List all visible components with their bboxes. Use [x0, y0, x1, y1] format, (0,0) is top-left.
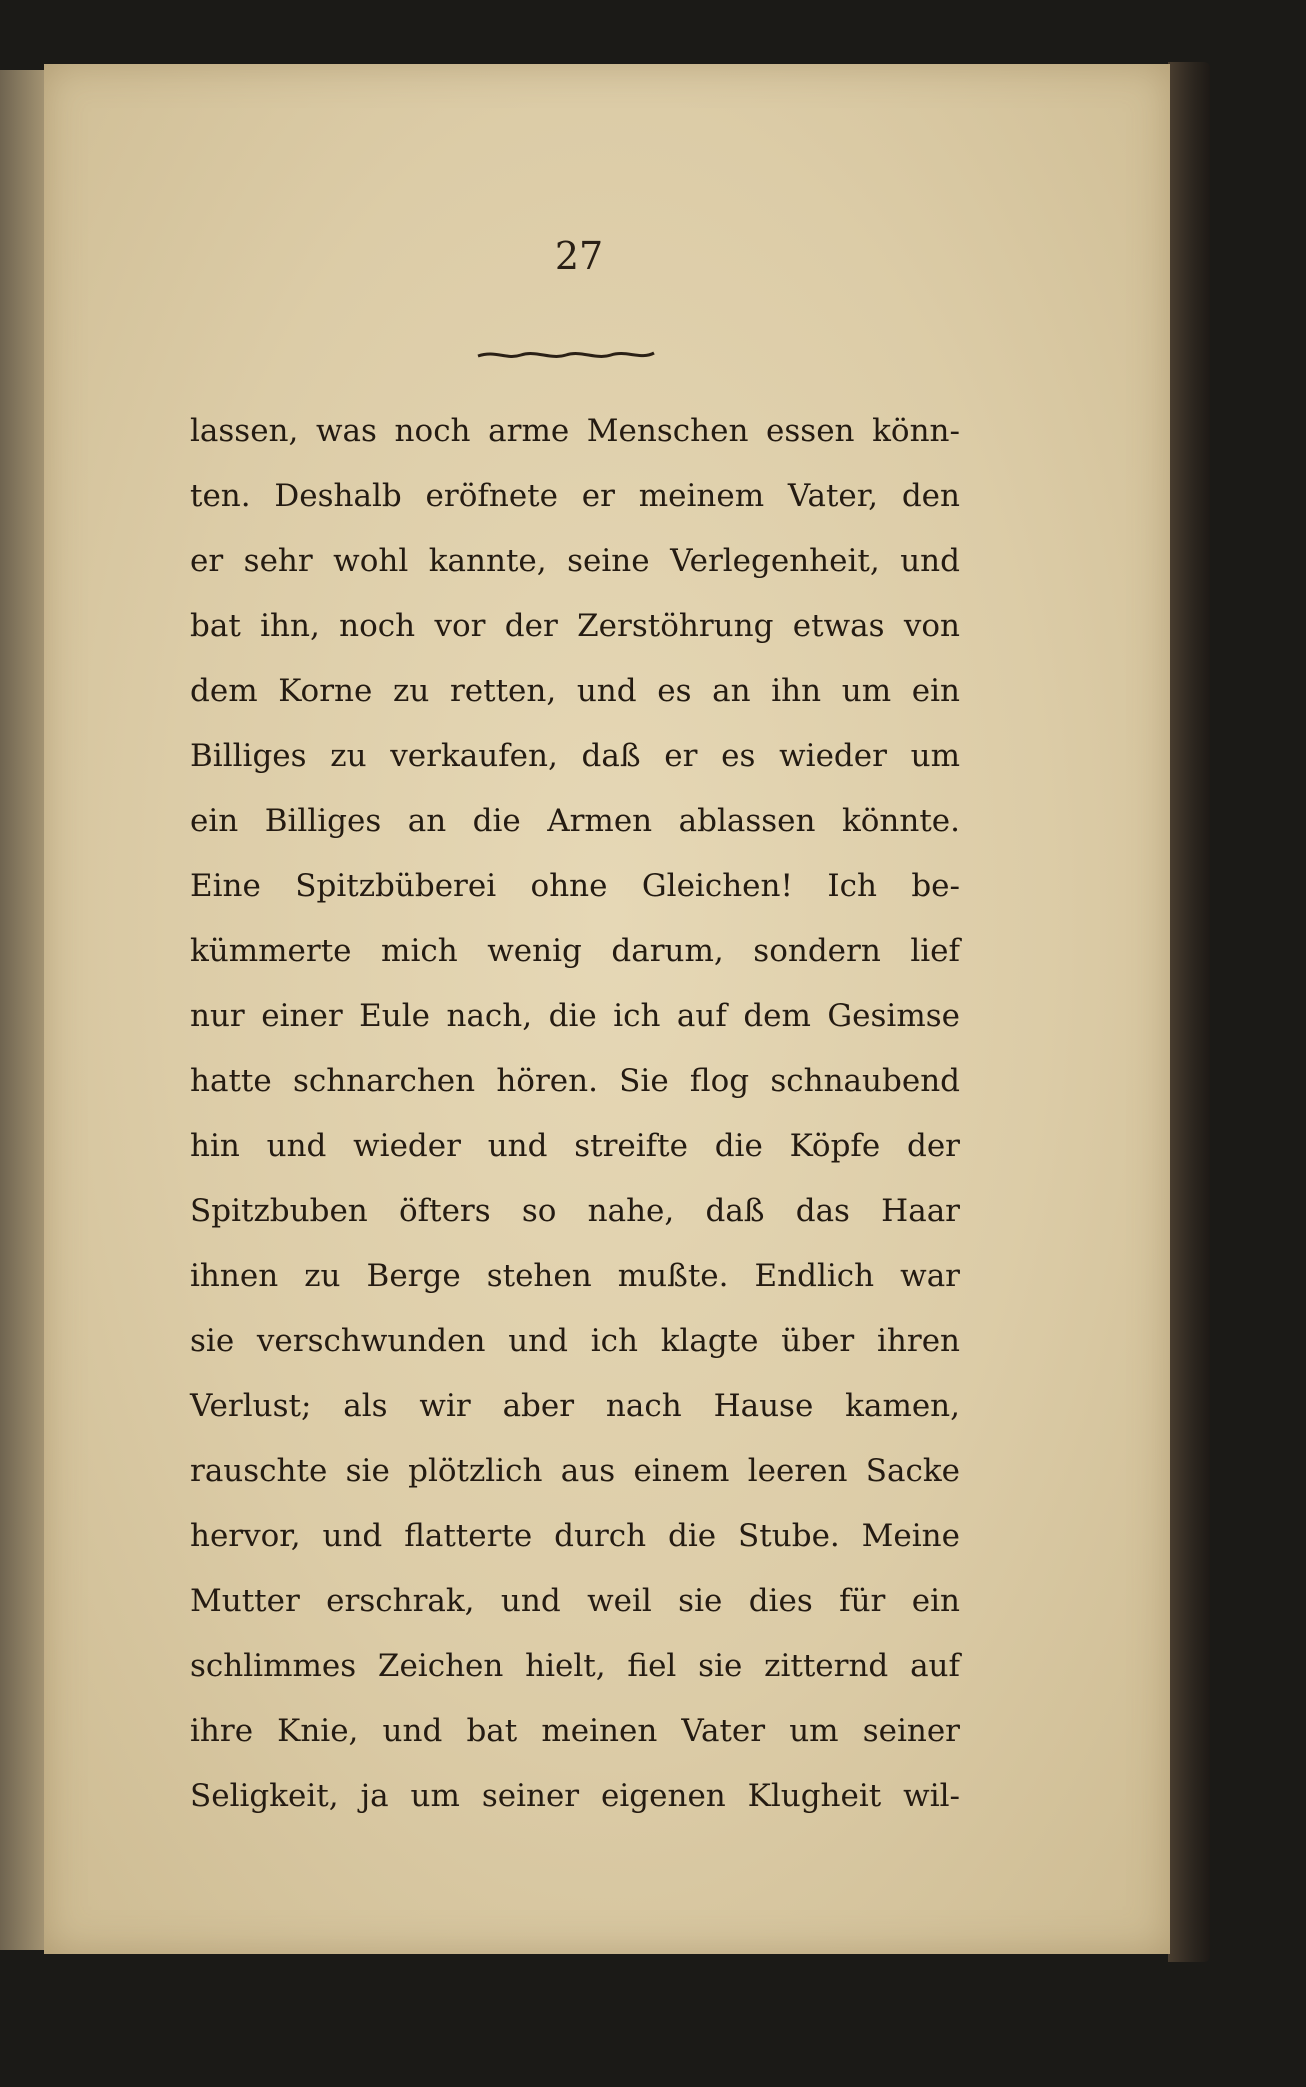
text-line: ihnen zu Berge stehen mußte. Endlich war	[190, 1258, 960, 1294]
book-cover-edge	[1168, 62, 1210, 1962]
text-line: Billiges zu verkaufen, daß er es wieder um	[190, 738, 960, 774]
body-text	[190, 399, 960, 1829]
text-line: ein Billiges an die Armen ablassen könnte.	[190, 803, 960, 839]
page-number: 27	[554, 234, 604, 278]
text-line: Verlust; als wir aber nach Hause kamen,	[190, 1388, 960, 1424]
text-line: nur einer Eule nach, die ich auf dem Gesimse	[190, 998, 960, 1034]
text-line: Eine Spitzbüberei ohne Gleichen! Ich be-	[190, 868, 960, 904]
text-line: Spitzbuben öfters so nahe, daß das Haar	[190, 1193, 960, 1229]
text-line: kümmerte mich wenig darum, sondern lief	[190, 933, 960, 969]
text-line: hin und wieder und streifte die Köpfe der	[190, 1128, 960, 1164]
text-line: er sehr wohl kannte, seine Verlegenheit, und	[190, 543, 960, 579]
text-line: lassen, was noch arme Menschen essen könn-	[190, 413, 960, 449]
text-line: ihre Knie, und bat meinen Vater um seiner	[190, 1713, 960, 1749]
text-line: Mutter erschrak, und weil sie dies für ein	[190, 1583, 960, 1619]
text-line: dem Korne zu retten, und es an ihn um ein	[190, 673, 960, 709]
text-line: rauschte sie plötzlich aus einem leeren Sacke	[190, 1453, 960, 1489]
text-line: hervor, und flatterte durch die Stube. Meine	[190, 1518, 960, 1554]
text-line: schlimmes Zeichen hielt, fiel sie zitternd auf	[190, 1648, 960, 1684]
facing-page-edge	[0, 70, 44, 1950]
text-line: sie verschwunden und ich klagte über ihren	[190, 1323, 960, 1359]
ornament-rule	[476, 348, 656, 362]
book-page	[44, 64, 1170, 1954]
text-line: ten. Deshalb eröfnete er meinem Vater, den	[190, 478, 960, 514]
text-line: Seligkeit, ja um seiner eigenen Klugheit wil-	[190, 1778, 960, 1814]
text-line: hatte schnarchen hören. Sie flog schnaubend	[190, 1063, 960, 1099]
text-line: bat ihn, noch vor der Zerstöhrung etwas von	[190, 608, 960, 644]
